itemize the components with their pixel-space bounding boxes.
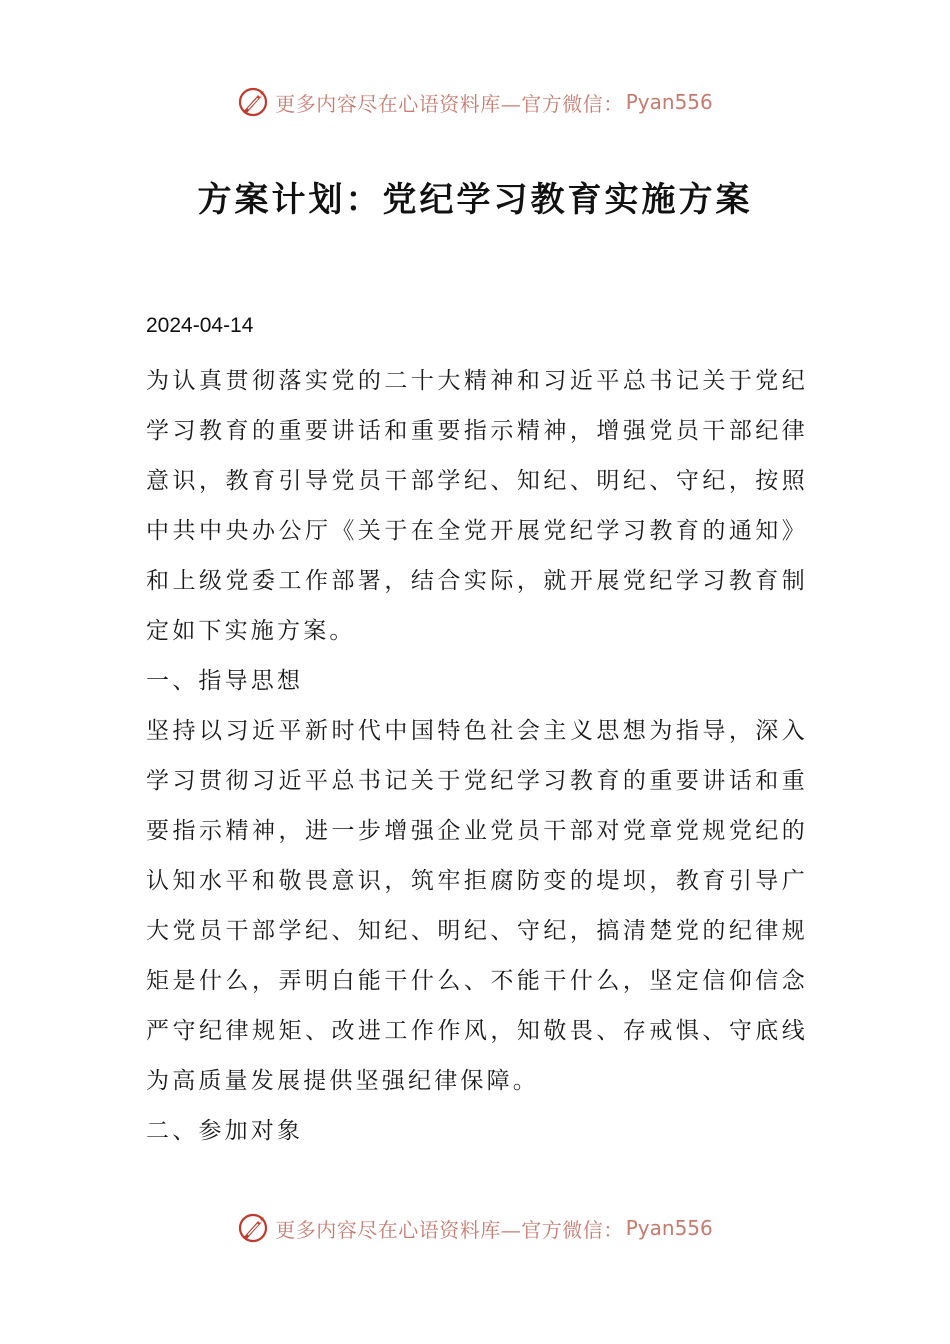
document-date: 2024-04-14	[146, 314, 254, 337]
footer-wechat-id: Pyan556	[625, 1216, 713, 1240]
header-wechat-id: Pyan556	[625, 90, 713, 114]
guiding-ideology-paragraph: 坚持以习近平新时代中国特色社会主义思想为指导，深入学习贯彻习近平总书记关于党纪学习教育的重要讲话和重要指示精神，进一步增强企业党员干部对党章党规党纪的认知水平和敬畏意识，筑牢拒腐防变的堤坝，教育引导广大党员干部学纪、知纪、明纪、守纪，搞清楚党的纪律规矩是什么，弄明白能干什么、不能干什么，坚定信仰信念严守纪律规矩、改进工作作风，知敬畏、存戒惧、守底线为高质量发展提供坚强纪律保障。	[146, 718, 808, 1094]
header-banner-text: 更多内容尽在心语资料库—官方微信：	[275, 91, 624, 116]
document-body	[146, 356, 808, 1156]
section-heading-participants: 二、参加对象	[146, 1118, 304, 1144]
pen-nib-logo-icon	[237, 85, 271, 119]
pen-nib-logo-icon	[237, 1211, 271, 1245]
document-title: 方案计划：党纪学习教育实施方案	[197, 180, 753, 220]
footer-banner	[0, 1208, 950, 1248]
section-heading-guiding-ideology: 一、指导思想	[146, 668, 304, 694]
footer-banner-text: 更多内容尽在心语资料库—官方微信：	[275, 1217, 624, 1242]
intro-paragraph: 为认真贯彻落实党的二十大精神和习近平总书记关于党纪学习教育的重要讲话和重要指示精神，增强党员干部纪律意识，教育引导党员干部学纪、知纪、明纪、守纪，按照中共中央办公厅《关于在全党开展党纪学习教育的通知》和上级党委工作部署，结合实际，就开展党纪学习教育制定如下实施方案。	[146, 368, 808, 644]
header-banner	[0, 82, 950, 122]
